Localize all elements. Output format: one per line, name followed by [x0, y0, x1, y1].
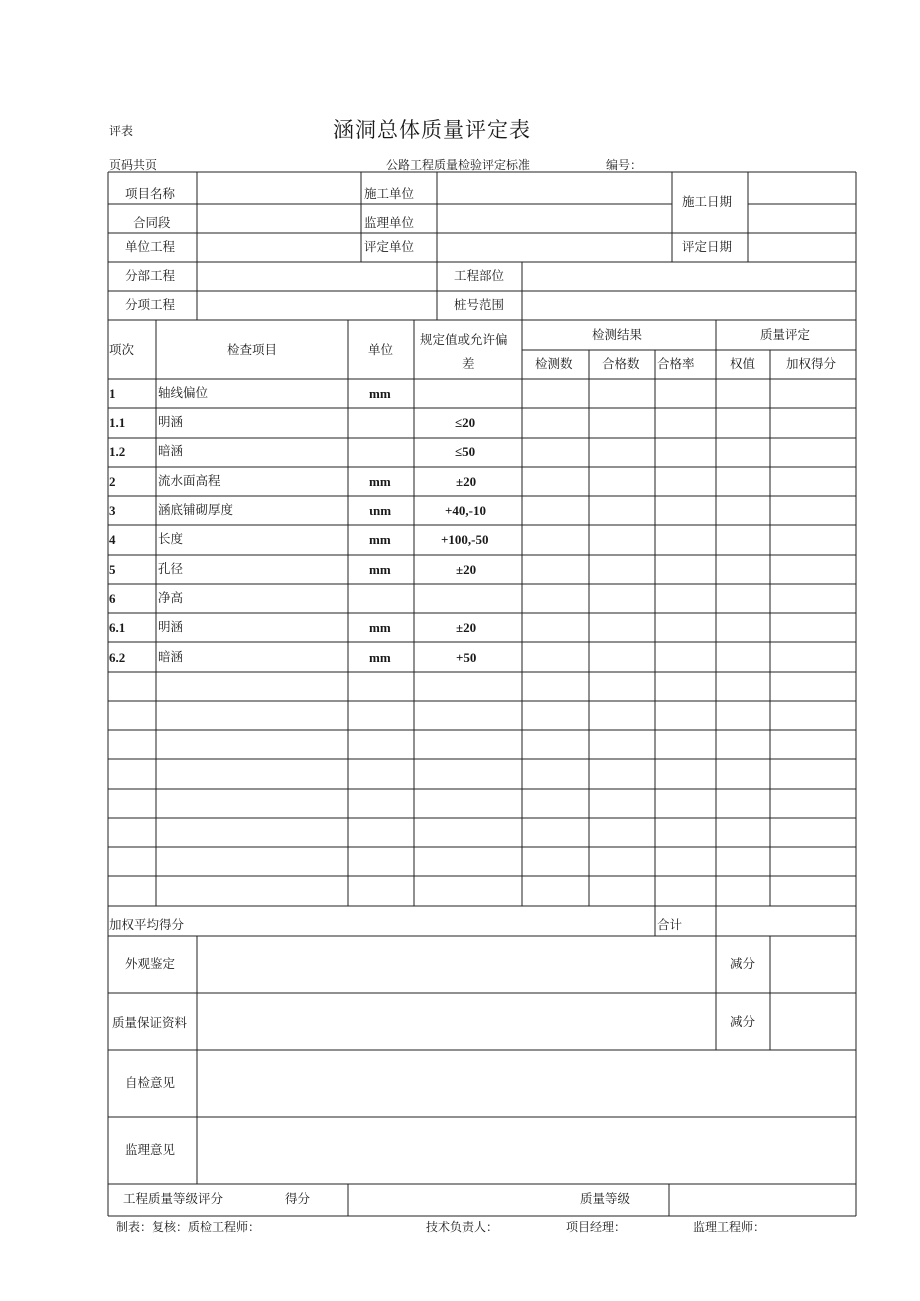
row-6-2-unit: mm — [369, 650, 391, 665]
row-5-spec: ±20 — [456, 562, 477, 577]
sign-prepared: 制表：复核：质检工程师： — [116, 1220, 261, 1234]
row-1-1-no: 1.1 — [109, 415, 126, 430]
row-1-unit: mm — [369, 386, 391, 401]
row-2-unit: mm — [369, 474, 391, 489]
row-6-no: 6 — [109, 591, 116, 606]
header-weighted: 加权得分 — [786, 356, 837, 371]
row-6-1-unit: mm — [369, 620, 391, 635]
row-6-item: 净高 — [158, 590, 184, 605]
header-quality: 质量评定 — [760, 327, 811, 342]
label-supervision: 监理意见 — [125, 1142, 176, 1157]
label-score: 得分 — [285, 1191, 311, 1206]
sign-supervisor-engineer: 监理工程师： — [693, 1220, 766, 1234]
row-6-2-no: 6.2 — [109, 650, 126, 665]
row-1-item: 轴线偏位 — [158, 385, 209, 400]
row-4-item: 长度 — [158, 531, 184, 546]
page-info: 页码共页 — [109, 158, 158, 172]
sign-pm: 项目经理： — [566, 1220, 627, 1234]
row-6-2-item: 暗涵 — [158, 649, 184, 664]
label-station-range: 桩号范围 — [454, 297, 505, 312]
label-construction-date: 施工日期 — [682, 194, 733, 209]
row-6-1-no: 6.1 — [109, 620, 126, 635]
header-count: 检测数 — [535, 356, 573, 371]
serial-label: 编号： — [606, 158, 643, 172]
row-1-1-item: 明涵 — [158, 414, 184, 429]
row-5-unit: mm — [369, 562, 391, 577]
label-evaluator-unit: 评定单位 — [364, 239, 415, 254]
row-3-unit: ιnm — [369, 503, 392, 518]
page-title: 涵洞总体质量评定表 — [333, 118, 531, 142]
row-1-2-item: 暗涵 — [158, 443, 184, 458]
row-2-item: 流水面高程 — [158, 473, 221, 488]
row-5-item: 孔径 — [158, 561, 184, 576]
label-quality-docs: 质量保证资料 — [112, 1015, 188, 1030]
header-item-no: 项次 — [109, 342, 135, 357]
row-2-no: 2 — [109, 474, 116, 489]
label-unit-project: 单位工程 — [125, 239, 176, 254]
label-total: 合计 — [657, 917, 683, 932]
row-3-spec: +40,-10 — [445, 503, 486, 518]
label-deduct-docs: 减分 — [730, 1014, 756, 1029]
header-spec-line1: 规定值或允许偏 — [420, 332, 508, 347]
label-division: 分部工程 — [125, 268, 176, 283]
header-weight: 权值 — [730, 356, 756, 371]
label-project-dept: 工程部位 — [454, 268, 505, 283]
row-4-unit: mm — [369, 532, 391, 547]
label-weighted-avg: 加权平均得分 — [109, 917, 185, 932]
row-6-1-spec: ±20 — [456, 620, 477, 635]
label-grade-score: 工程质量等级评分 — [123, 1191, 224, 1206]
label-self-check: 自检意见 — [125, 1075, 176, 1090]
label-project-name: 项目名称 — [125, 186, 176, 201]
form-tag: 评表 — [109, 124, 134, 138]
row-3-no: 3 — [109, 503, 116, 518]
row-1-1-spec: ≤20 — [455, 415, 476, 430]
header-check-item: 检查项目 — [227, 342, 278, 357]
label-deduct-appearance: 减分 — [730, 956, 756, 971]
label-supervisor-unit: 监理单位 — [364, 215, 415, 230]
label-contract-section: 合同段 — [133, 215, 171, 230]
label-contractor: 施工单位 — [364, 186, 415, 201]
label-eval-date: 评定日期 — [682, 239, 733, 254]
header-pass-rate: 合格率 — [657, 356, 695, 371]
row-4-spec: +100,-50 — [441, 532, 489, 547]
row-6-2-spec: +50 — [456, 650, 477, 665]
row-3-item: 涵底铺砌厚度 — [158, 502, 234, 517]
sign-tech-lead: 技术负责人： — [426, 1220, 499, 1234]
label-grade: 质量等级 — [580, 1191, 631, 1206]
label-appearance: 外观鉴定 — [125, 956, 176, 971]
row-1-2-no: 1.2 — [109, 444, 126, 459]
header-pass-count: 合格数 — [602, 356, 640, 371]
header-results: 检测结果 — [592, 327, 643, 342]
row-1-no: 1 — [109, 386, 116, 401]
label-sub-item: 分项工程 — [125, 297, 176, 312]
row-1-2-spec: ≤50 — [455, 444, 476, 459]
header-spec-line2: 差 — [462, 356, 475, 371]
row-5-no: 5 — [109, 562, 116, 577]
standard-name: 公路工程质量检验评定标准 — [386, 158, 531, 172]
row-6-1-item: 明涵 — [158, 619, 184, 634]
row-4-no: 4 — [109, 532, 116, 547]
header-unit: 单位 — [368, 342, 394, 357]
row-2-spec: ±20 — [456, 474, 477, 489]
